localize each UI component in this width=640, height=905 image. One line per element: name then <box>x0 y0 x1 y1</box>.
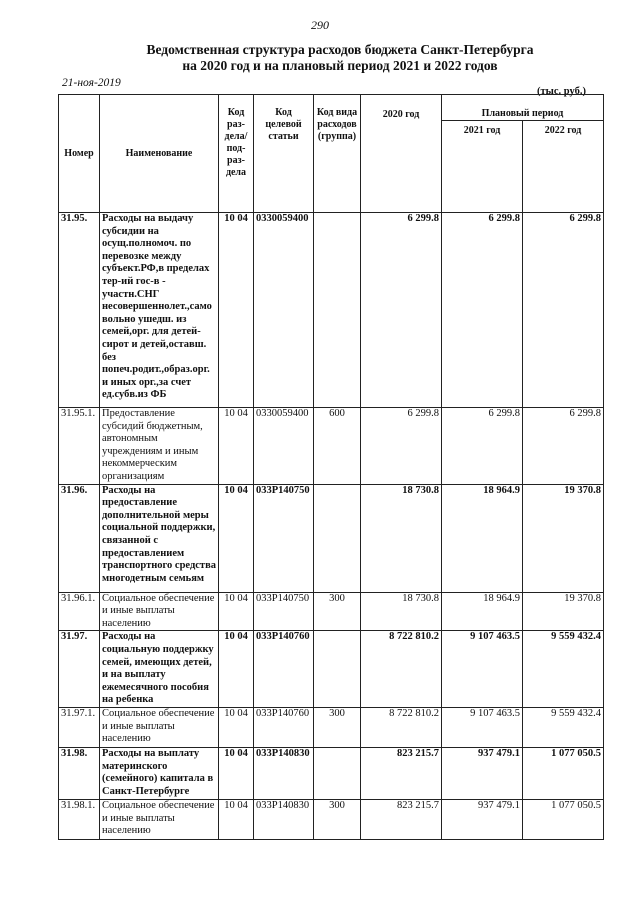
row-amount-2022: 1 077 050.5 <box>523 747 604 799</box>
row-target-code: 0330059400 <box>254 408 314 485</box>
row-number: 31.95. <box>59 213 100 408</box>
row-number: 31.98. <box>59 747 100 799</box>
row-amount-2021: 9 107 463.5 <box>442 631 523 708</box>
row-amount-2020: 823 215.7 <box>361 799 442 839</box>
header-2022: 2022 год <box>523 121 604 213</box>
row-name: Расходы на выплату материнского (семейного) капитала в Санкт-Петербурге <box>100 747 219 799</box>
row-amount-2021: 937 479.1 <box>442 799 523 839</box>
table-row <box>59 484 604 592</box>
row-amount-2020: 6 299.8 <box>361 213 442 408</box>
row-section-code: 10 04 <box>219 484 254 592</box>
row-amount-2020: 18 730.8 <box>361 484 442 592</box>
row-target-code: 033P140760 <box>254 707 314 747</box>
row-target-code: 033P140750 <box>254 592 314 631</box>
row-amount-2022: 1 077 050.5 <box>523 799 604 839</box>
units-label: (тыс. руб.) <box>537 86 586 97</box>
row-section-code: 10 04 <box>219 631 254 708</box>
row-group-code <box>314 484 361 592</box>
row-section-code: 10 04 <box>219 213 254 408</box>
table-body <box>59 213 604 840</box>
row-section-code: 10 04 <box>219 799 254 839</box>
header-2021: 2021 год <box>442 121 523 213</box>
title-line-2: на 2020 год и на плановый период 2021 и 2022 годов <box>182 58 498 73</box>
row-section-code: 10 04 <box>219 747 254 799</box>
row-target-code: 033P140830 <box>254 799 314 839</box>
row-group-code: 300 <box>314 799 361 839</box>
row-amount-2020: 8 722 810.2 <box>361 631 442 708</box>
row-name: Социальное обеспечение и иные выплаты населению <box>100 707 219 747</box>
row-group-code: 300 <box>314 707 361 747</box>
row-name: Социальное обеспечение и иные выплаты населению <box>100 799 219 839</box>
header-group: Код вида расходов (группа) <box>314 95 361 213</box>
header-2020: 2020 год <box>361 95 442 213</box>
header-name: Наименование <box>100 95 219 213</box>
row-target-code: 033P140750 <box>254 484 314 592</box>
row-group-code: 600 <box>314 408 361 485</box>
row-group-code <box>314 213 361 408</box>
row-group-code <box>314 631 361 708</box>
row-number: 31.97.1. <box>59 707 100 747</box>
row-target-code: 033P140760 <box>254 631 314 708</box>
page-title <box>100 42 580 74</box>
row-amount-2022: 9 559 432.4 <box>523 631 604 708</box>
row-amount-2022: 19 370.8 <box>523 484 604 592</box>
table-row <box>59 213 604 408</box>
row-group-code: 300 <box>314 592 361 631</box>
row-number: 31.98.1. <box>59 799 100 839</box>
table-row <box>59 707 604 747</box>
row-target-code: 0330059400 <box>254 213 314 408</box>
row-amount-2021: 6 299.8 <box>442 213 523 408</box>
table-row <box>59 747 604 799</box>
budget-table <box>58 94 604 840</box>
table-row <box>59 408 604 485</box>
row-amount-2021: 6 299.8 <box>442 408 523 485</box>
header-plan-period: Плановый период <box>442 95 604 121</box>
row-amount-2021: 18 964.9 <box>442 592 523 631</box>
row-amount-2021: 18 964.9 <box>442 484 523 592</box>
table-row <box>59 631 604 708</box>
header-target: Код целевой статьи <box>254 95 314 213</box>
row-name: Предоставление субсидий бюджетным, автономным учреждениям и иным некоммерческим организациям <box>100 408 219 485</box>
row-number: 31.95.1. <box>59 408 100 485</box>
table-row <box>59 592 604 631</box>
row-amount-2020: 8 722 810.2 <box>361 707 442 747</box>
row-section-code: 10 04 <box>219 592 254 631</box>
header-number: Номер <box>59 95 100 213</box>
title-line-1: Ведомственная структура расходов бюджета Санкт-Петербурга <box>146 42 534 57</box>
table-row <box>59 799 604 839</box>
row-amount-2022: 9 559 432.4 <box>523 707 604 747</box>
row-number: 31.97. <box>59 631 100 708</box>
row-name: Социальное обеспечение и иные выплаты населению <box>100 592 219 631</box>
document-date: 21-ноя-2019 <box>62 77 121 89</box>
row-section-code: 10 04 <box>219 707 254 747</box>
page-number: 290 <box>311 18 329 32</box>
row-amount-2021: 9 107 463.5 <box>442 707 523 747</box>
row-group-code <box>314 747 361 799</box>
row-amount-2022: 6 299.8 <box>523 213 604 408</box>
row-target-code: 033P140830 <box>254 747 314 799</box>
row-name: Расходы на выдачу субсидии на осущ.полномоч. по перевозке между субъект.РФ,в пределах тер-ий гос-в - участн.СНГ несовершеннолет.,само вольно ушедш. из семей,орг. для детей-сирот и детей,оставш. без попеч.родит.,образ.орг. и иных орг.,за счет ед.субв.из ФБ <box>100 213 219 408</box>
row-name: Расходы на социальную поддержку семей, имеющих детей, и на выплату ежемесячного пособия на ребенка <box>100 631 219 708</box>
header-section: Код раз- дела/ под- раз- дела <box>219 95 254 213</box>
row-amount-2022: 6 299.8 <box>523 408 604 485</box>
row-number: 31.96.1. <box>59 592 100 631</box>
row-amount-2020: 18 730.8 <box>361 592 442 631</box>
row-section-code: 10 04 <box>219 408 254 485</box>
row-amount-2020: 823 215.7 <box>361 747 442 799</box>
row-amount-2022: 19 370.8 <box>523 592 604 631</box>
row-number: 31.96. <box>59 484 100 592</box>
row-amount-2020: 6 299.8 <box>361 408 442 485</box>
row-name: Расходы на предоставление дополнительной меры социальной поддержки, связанной с предоставлением транспортного средства многодетным семьям <box>100 484 219 592</box>
row-amount-2021: 937 479.1 <box>442 747 523 799</box>
